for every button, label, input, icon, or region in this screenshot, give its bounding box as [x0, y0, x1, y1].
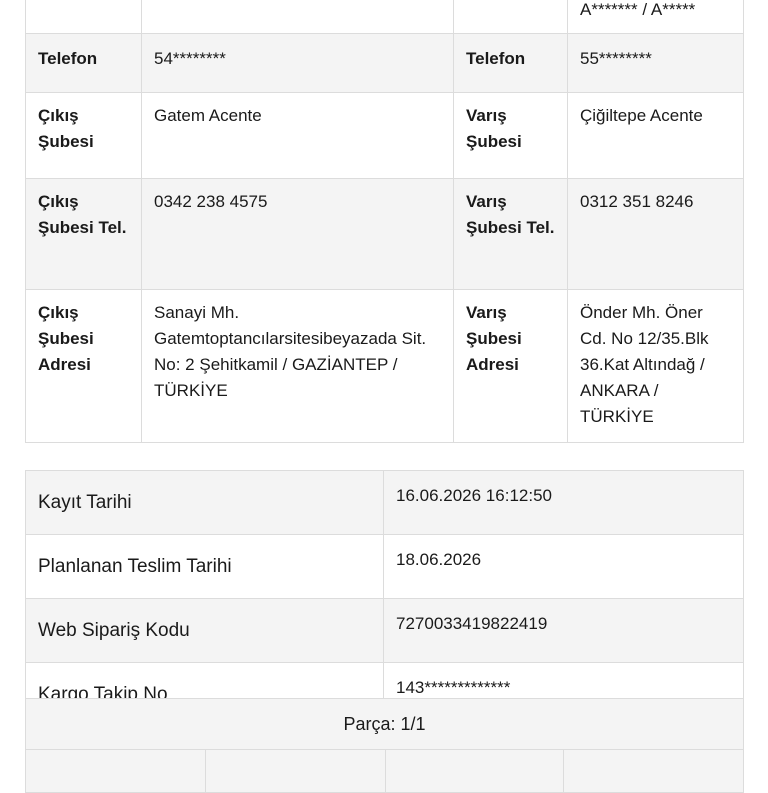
parts-subheader-cell	[206, 750, 386, 793]
cell-empty	[454, 0, 568, 34]
dest-addr-label: Varış Şubesi Adresi	[454, 290, 568, 443]
table-row	[26, 471, 744, 535]
cell-empty	[26, 0, 142, 34]
parts-header: Parça: 1/1	[26, 699, 744, 750]
sender-phone-label: Telefon	[38, 49, 98, 68]
receiver-phone-value: 55********	[580, 49, 652, 68]
tracking-number-value: 143*************	[384, 663, 744, 727]
origin-branch-value: Gatem Acente	[142, 93, 454, 179]
web-order-code-value: 7270033419822419	[384, 599, 744, 663]
table-row	[26, 535, 744, 599]
origin-tel-label: Çıkış Şubesi Tel.	[26, 179, 142, 290]
origin-branch-label: Çıkış Şubesi	[26, 93, 142, 179]
table-row	[26, 599, 744, 663]
dest-tel-value: 0312 351 8246	[568, 179, 744, 290]
tracking-number-label: Kargo Takip No	[26, 663, 384, 727]
dest-branch-value: Çiğiltepe Acente	[568, 93, 744, 179]
parts-table	[25, 698, 744, 793]
receiver-phone-label: Telefon	[466, 49, 526, 68]
web-order-code-label: Web Sipariş Kodu	[26, 599, 384, 663]
dest-branch-label: Varış Şubesi	[454, 93, 568, 179]
receiver-name-masked: A******* / A*****	[568, 0, 744, 34]
origin-tel-value: 0342 238 4575	[142, 179, 454, 290]
dest-addr-value: Önder Mh. Öner Cd. No 12/35.Blk 36.Kat Altındağ / ANKARA / TÜRKİYE	[568, 290, 744, 443]
shipment-info-table	[25, 470, 744, 727]
registration-date-value: 16.06.2026 16:12:50	[384, 471, 744, 535]
branch-info-table	[25, 0, 744, 443]
planned-delivery-value: 18.06.2026	[384, 535, 744, 599]
parts-subheader-cell	[564, 750, 744, 793]
sender-phone-value: 54********	[154, 49, 226, 68]
registration-date-label: Kayıt Tarihi	[26, 471, 384, 535]
planned-delivery-label: Planlanan Teslim Tarihi	[26, 535, 384, 599]
cell-empty	[142, 0, 454, 34]
dest-tel-label: Varış Şubesi Tel.	[454, 179, 568, 290]
origin-addr-value: Sanayi Mh. Gatemtoptancılarsitesibeyazada Sit. No: 2 Şehitkamil / GAZİANTEP / TÜRKİYE	[142, 290, 454, 443]
parts-subheader-cell	[26, 750, 206, 793]
origin-addr-label: Çıkış Şubesi Adresi	[26, 290, 142, 443]
parts-subheader-cell	[386, 750, 564, 793]
